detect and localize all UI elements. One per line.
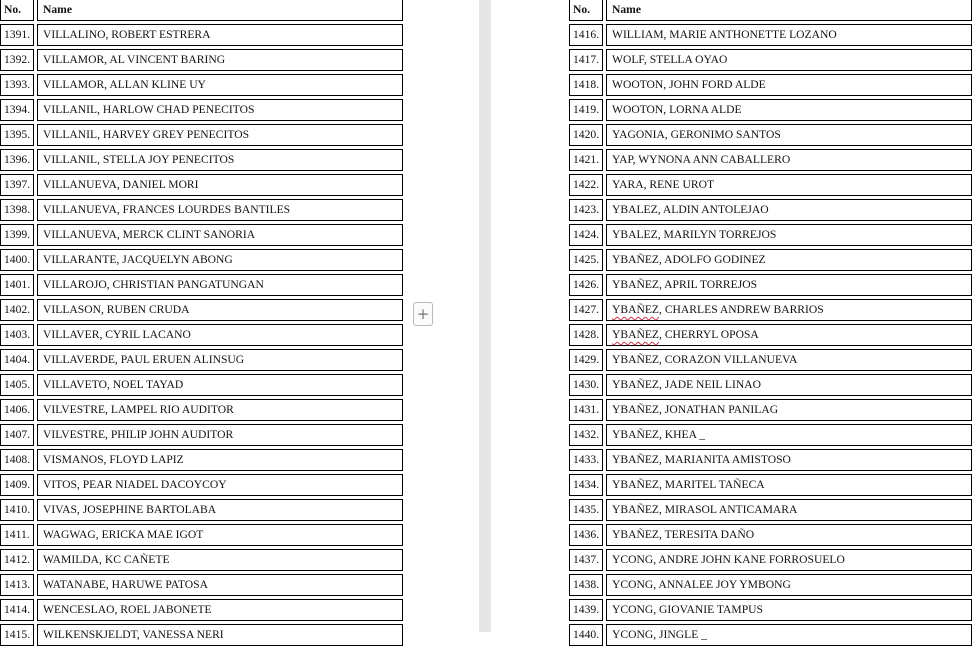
name-cell[interactable]: YBAÑEZ, ADOLFO GODINEZ [606, 249, 972, 271]
name-cell[interactable]: YBAÑEZ, MIRASOL ANTICAMARA [606, 499, 972, 521]
row-number-cell[interactable]: 1431. [569, 399, 603, 421]
row-number-cell[interactable]: 1425. [569, 249, 603, 271]
name-cell[interactable]: YBAÑEZ, MARIANITA AMISTOSO [606, 449, 972, 471]
name-cell[interactable]: WOLF, STELLA OYAO [606, 49, 972, 71]
name-cell[interactable]: YBAÑEZ, CHERRYL OPOSA [606, 324, 972, 346]
name-cell[interactable]: VILVESTRE, PHILIP JOHN AUDITOR [37, 424, 403, 446]
row-number-cell[interactable]: 1430. [569, 374, 603, 396]
table-row [569, 299, 972, 321]
table-row [569, 249, 972, 271]
row-number-cell[interactable]: 1402. [0, 299, 34, 321]
table-row [0, 124, 403, 146]
row-number-cell[interactable]: 1435. [569, 499, 603, 521]
row-number-cell[interactable]: 1428. [569, 324, 603, 346]
name-cell[interactable]: YCONG, GIOVANIE TAMPUS [606, 599, 972, 621]
spellcheck-flagged-word: YBAÑEZ [612, 328, 660, 341]
table-row [569, 124, 972, 146]
name-cell[interactable]: VILLALINO, ROBERT ESTRERA [37, 24, 403, 46]
row-number-cell[interactable]: 1421. [569, 149, 603, 171]
name-cell[interactable]: WILLIAM, MARIE ANTHONETTE LOZANO [606, 24, 972, 46]
table-row [569, 274, 972, 296]
table-row [569, 149, 972, 171]
row-number-cell[interactable]: 1404. [0, 349, 34, 371]
row-number-cell[interactable]: 1434. [569, 474, 603, 496]
name-cell[interactable]: VILLAVETO, NOEL TAYAD [37, 374, 403, 396]
row-number-cell[interactable]: 1418. [569, 74, 603, 96]
name-cell[interactable]: YBALEZ, MARILYN TORREJOS [606, 224, 972, 246]
table-header-row [569, 0, 972, 21]
table-row [0, 474, 403, 496]
row-number-cell[interactable]: 1427. [569, 299, 603, 321]
row-number-cell[interactable]: 1405. [0, 374, 34, 396]
name-cell[interactable]: YAP, WYNONA ANN CABALLERO [606, 149, 972, 171]
row-number-cell[interactable]: 1412. [0, 549, 34, 571]
row-number-cell[interactable]: 1410. [0, 499, 34, 521]
table-row [0, 174, 403, 196]
table-row [0, 274, 403, 296]
name-cell[interactable]: YBAÑEZ, CORAZON VILLANUEVA [606, 349, 972, 371]
table-row [0, 374, 403, 396]
table-row [569, 524, 972, 546]
table-row [0, 349, 403, 371]
name-cell[interactable]: VILLANIL, HARLOW CHAD PENECITOS [37, 99, 403, 121]
table-row [569, 199, 972, 221]
row-number-cell[interactable]: 1436. [569, 524, 603, 546]
table-row [0, 149, 403, 171]
row-number-cell[interactable]: 1403. [0, 324, 34, 346]
name-cell[interactable]: WOOTON, LORNA ALDE [606, 99, 972, 121]
table-row [569, 224, 972, 246]
table-row [569, 499, 972, 521]
name-cell[interactable]: YBAÑEZ, JONATHAN PANILAG [606, 399, 972, 421]
table-row [0, 549, 403, 571]
table-row [0, 224, 403, 246]
row-number-cell[interactable]: 1407. [0, 424, 34, 446]
table-row [0, 399, 403, 421]
name-cell[interactable]: VIVAS, JOSEPHINE BARTOLABA [37, 499, 403, 521]
row-number-cell[interactable]: 1397. [0, 174, 34, 196]
row-number-cell[interactable]: 1419. [569, 99, 603, 121]
table-row [569, 374, 972, 396]
row-number-cell[interactable]: 1438. [569, 574, 603, 596]
table-row [569, 424, 972, 446]
table-row [569, 474, 972, 496]
table-row [0, 624, 403, 646]
row-number-cell[interactable]: 1413. [0, 574, 34, 596]
name-cell[interactable]: WENCESLAO, ROEL JABONETE [37, 599, 403, 621]
spellcheck-flagged-word: YBAÑEZ [612, 303, 660, 316]
name-cell[interactable]: VILLANIL, STELLA JOY PENECITOS [37, 149, 403, 171]
name-cell[interactable]: VILLANUEVA, FRANCES LOURDES BANTILES [37, 199, 403, 221]
name-cell[interactable]: VILLAMOR, ALLAN KLINE UY [37, 74, 403, 96]
row-number-cell[interactable]: 1437. [569, 549, 603, 571]
table-row [0, 249, 403, 271]
row-number-cell[interactable]: 1422. [569, 174, 603, 196]
row-number-cell[interactable]: 1408. [0, 449, 34, 471]
name-cell[interactable]: YBAÑEZ, TERESITA DAÑO [606, 524, 972, 546]
header-name[interactable]: Name [606, 0, 972, 21]
row-number-cell[interactable]: 1423. [569, 199, 603, 221]
row-number-cell[interactable]: 1417. [569, 49, 603, 71]
name-cell[interactable]: VILLAVER, CYRIL LACANO [37, 324, 403, 346]
page-gutter [479, 0, 491, 632]
name-cell[interactable]: VILLANUEVA, DANIEL MORI [37, 174, 403, 196]
row-number-cell[interactable]: 1439. [569, 599, 603, 621]
name-cell[interactable]: YBAÑEZ, MARITEL TAÑECA [606, 474, 972, 496]
name-cell[interactable]: YBAÑEZ, APRIL TORREJOS [606, 274, 972, 296]
row-number-cell[interactable]: 1401. [0, 274, 34, 296]
table-row [569, 49, 972, 71]
name-cell[interactable]: YAGONIA, GERONIMO SANTOS [606, 124, 972, 146]
header-no[interactable]: No. [569, 0, 603, 21]
table-row [569, 324, 972, 346]
name-cell[interactable]: YCONG, JINGLE _ [606, 624, 972, 646]
name-cell[interactable]: YBAÑEZ, JADE NEIL LINAO [606, 374, 972, 396]
table-row [569, 174, 972, 196]
row-number-cell[interactable]: 1414. [0, 599, 34, 621]
row-number-cell[interactable]: 1420. [569, 124, 603, 146]
name-cell[interactable]: YBAÑEZ, CHARLES ANDREW BARRIOS [606, 299, 972, 321]
table-row [569, 399, 972, 421]
table-row [569, 349, 972, 371]
name-cell[interactable]: VILLASON, RUBEN CRUDA [37, 299, 403, 321]
row-number-cell[interactable]: 1398. [0, 199, 34, 221]
table-row [0, 424, 403, 446]
roster-table-left [0, 0, 406, 649]
roster-table-right [566, 0, 975, 649]
table-row [0, 24, 403, 46]
name-cell[interactable]: YBALEZ, ALDIN ANTOLEJAO [606, 199, 972, 221]
row-number-cell[interactable]: 1429. [569, 349, 603, 371]
name-cell[interactable]: VILLARANTE, JACQUELYN ABONG [37, 249, 403, 271]
table-row [0, 449, 403, 471]
table-row [569, 624, 972, 646]
table-row [569, 599, 972, 621]
name-cell[interactable]: YCONG, ANNALEE JOY YMBONG [606, 574, 972, 596]
name-cell[interactable]: YCONG, ANDRE JOHN KANE FORROSUELO [606, 549, 972, 571]
row-number-cell[interactable]: 1432. [569, 424, 603, 446]
row-number-cell[interactable]: 1409. [0, 474, 34, 496]
row-number-cell[interactable]: 1395. [0, 124, 34, 146]
table-row [0, 524, 403, 546]
insert-column-button[interactable] [413, 302, 433, 326]
plus-icon: + [416, 304, 430, 323]
name-cell[interactable]: VILLAROJO, CHRISTIAN PANGATUNGAN [37, 274, 403, 296]
table-row [569, 549, 972, 571]
name-cell[interactable]: VILLANIL, HARVEY GREY PENECITOS [37, 124, 403, 146]
row-number-cell[interactable]: 1411. [0, 524, 34, 546]
name-cell[interactable]: VISMANOS, FLOYD LAPIZ [37, 449, 403, 471]
name-cell[interactable]: YBAÑEZ, KHEA _ [606, 424, 972, 446]
row-number-cell[interactable]: 1393. [0, 74, 34, 96]
table-row [569, 99, 972, 121]
row-number-cell[interactable]: 1424. [569, 224, 603, 246]
table-row [569, 74, 972, 96]
table-row [569, 24, 972, 46]
row-number-cell[interactable]: 1396. [0, 149, 34, 171]
row-number-cell[interactable]: 1391. [0, 24, 34, 46]
name-cell[interactable]: WATANABE, HARUWE PATOSA [37, 574, 403, 596]
name-cell[interactable]: WAMILDA, KC CAÑETE [37, 549, 403, 571]
name-cell[interactable]: WILKENSKJELDT, VANESSA NERI [37, 624, 403, 646]
table-header-row [0, 0, 403, 21]
table-row [0, 49, 403, 71]
name-cell[interactable]: VILLAMOR, AL VINCENT BARING [37, 49, 403, 71]
table-row [569, 449, 972, 471]
header-no[interactable]: No. [0, 0, 34, 21]
row-number-cell[interactable]: 1426. [569, 274, 603, 296]
name-cell[interactable]: VILLANUEVA, MERCK CLINT SANORIA [37, 224, 403, 246]
table-row [0, 199, 403, 221]
header-name[interactable]: Name [37, 0, 403, 21]
table-row [0, 299, 403, 321]
table-row [0, 99, 403, 121]
row-number-cell[interactable]: 1433. [569, 449, 603, 471]
table-row [0, 574, 403, 596]
name-cell[interactable]: WOOTON, JOHN FORD ALDE [606, 74, 972, 96]
name-cell[interactable]: VILVESTRE, LAMPEL RIO AUDITOR [37, 399, 403, 421]
row-number-cell[interactable]: 1392. [0, 49, 34, 71]
row-number-cell[interactable]: 1400. [0, 249, 34, 271]
row-number-cell[interactable]: 1440. [569, 624, 603, 646]
row-number-cell[interactable]: 1394. [0, 99, 34, 121]
table-row [0, 499, 403, 521]
row-number-cell[interactable]: 1406. [0, 399, 34, 421]
name-cell[interactable]: YARA, RENE UROT [606, 174, 972, 196]
name-cell[interactable]: VILLAVERDE, PAUL ERUEN ALINSUG [37, 349, 403, 371]
table-row [569, 574, 972, 596]
name-cell[interactable]: WAGWAG, ERICKA MAE IGOT [37, 524, 403, 546]
row-number-cell[interactable]: 1399. [0, 224, 34, 246]
name-cell[interactable]: VITOS, PEAR NIADEL DACOYCOY [37, 474, 403, 496]
table-row [0, 74, 403, 96]
table-row [0, 599, 403, 621]
row-number-cell[interactable]: 1415. [0, 624, 34, 646]
table-row [0, 324, 403, 346]
row-number-cell[interactable]: 1416. [569, 24, 603, 46]
